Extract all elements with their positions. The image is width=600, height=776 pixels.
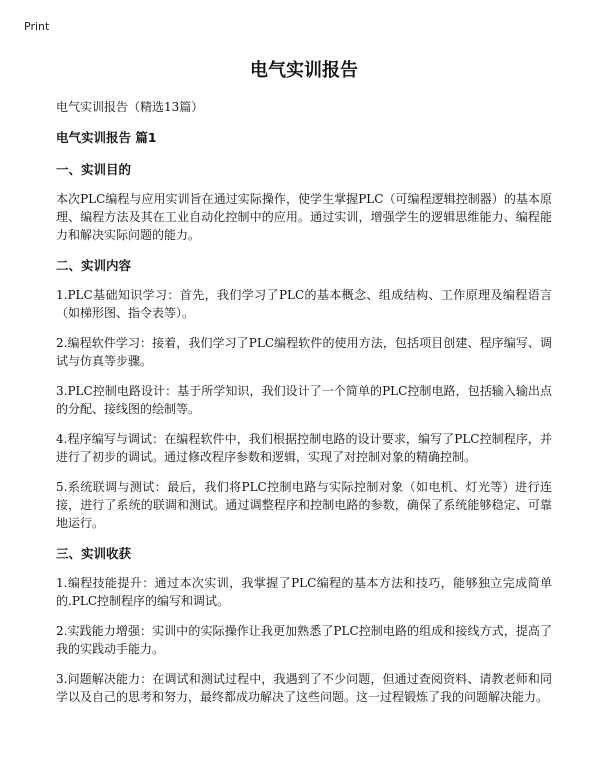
section-heading: 三、实训收获 — [56, 546, 132, 561]
section-gains — [56, 544, 552, 706]
article-title: 电气实训报告 篇1 — [56, 130, 157, 145]
paragraph: 3.问题解决能力：在调试和测试过程中，我遇到了不少问题，但通过查阅资料、请教老师和同学以及自己的思考和努力，最终都成功解决了这些问题。这一过程锻炼了我的问题解决能力。 — [56, 672, 552, 704]
section-heading: 二、实训内容 — [56, 258, 132, 273]
document-page — [56, 48, 552, 718]
print-link[interactable]: Print — [24, 20, 50, 33]
section-heading: 一、实训目的 — [56, 162, 132, 177]
document-title: 电气实训报告 — [250, 60, 358, 81]
paragraph: 2.实践能力增强：实训中的实际操作让我更加熟悉了PLC控制电路的组成和接线方式，提高了我的实践动手能力。 — [56, 624, 552, 656]
paragraph: 5.系统联调与测试：最后，我们将PLC控制电路与实际控制对象（如电机、灯光等）进行连接，进行了系统的联调和测试。通过调整程序和控制电路的参数，确保了系统能够稳定、可靠地运行。 — [56, 480, 552, 530]
section-objective — [56, 160, 552, 244]
section-content — [56, 256, 552, 532]
paragraph: 1.PLC基础知识学习：首先，我们学习了PLC的基本概念、组成结构、工作原理及编程语言（如梯形图、指令表等）。 — [56, 288, 552, 320]
paragraph: 1.编程技能提升：通过本次实训，我掌握了PLC编程的基本方法和技巧，能够独立完成简单的.PLC控制程序的编写和调试。 — [56, 576, 552, 608]
paragraph: 2.编程软件学习：接着，我们学习了PLC编程软件的使用方法，包括项目创建、程序编写、调试与仿真等步骤。 — [56, 336, 552, 368]
paragraph: 4.程序编写与调试：在编程软件中，我们根据控制电路的设计要求，编写了PLC控制程序，并进行了初步的调试。通过修改程序参数和逻辑，实现了对控制对象的精确控制。 — [56, 432, 552, 464]
paragraph: 3.PLC控制电路设计：基于所学知识，我们设计了一个简单的PLC控制电路，包括输入输出点的分配、接线图的绘制等。 — [56, 384, 552, 416]
document-subtitle: 电气实训报告（精选13篇） — [56, 100, 204, 114]
paragraph: 本次PLC编程与应用实训旨在通过实际操作，使学生掌握PLC（可编程逻辑控制器）的基本原理、编程方法及其在工业自动化控制中的应用。通过实训，增强学生的逻辑思维能力、编程能力和解决实际问题的能力。 — [56, 192, 552, 242]
